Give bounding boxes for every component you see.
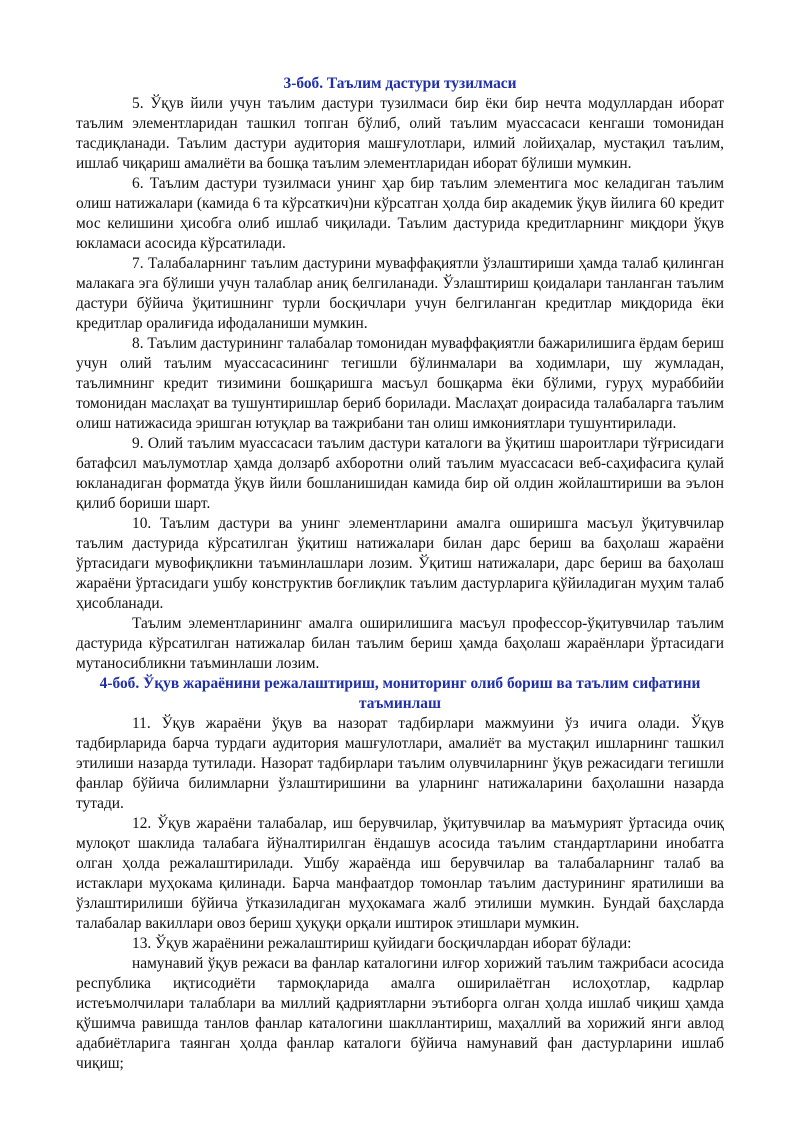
chapter-4-heading: 4-боб. Ўқув жараёнини режалаштириш, мониторинг олиб бориш ва таълим сифатини таъминлаш bbox=[99, 675, 701, 712]
paragraph-11: 11. Ўқув жараёни ўқув ва назорат тадбирлари мажмуини ўз ичига олади. Ўқув тадбирларида барча турдаги аудитория машғулотлари, амалиёт ва мустақил ишларнинг ташкил этилиши назарда тутилади. Назорат тадбирлари таълим олувчиларнинг ўқув режасидаги тегишли фанлар бўйича билимларни ўзлаштиришини ва уларнинг натижаларини баҳолашни назарда тутади. bbox=[76, 715, 724, 812]
paragraph-6: 6. Таълим дастури тузилмаси унинг ҳар бир таълим элементига мос келадиган таълим олиш натижалари (камида 6 та кўрсаткич)ни кўрсатган ҳолда бир академик ўқув йилига 60 кредит мос келишини ҳисобга олиб ишлаб чиқилади. Таълим дастурида кредитларнинг миқдори ўқув юкламаси асосида кўрсатилади. bbox=[76, 175, 724, 252]
document-page bbox=[76, 74, 724, 1074]
chapter-3-heading: 3-боб. Таълим дастури тузилмаси bbox=[283, 75, 517, 92]
paragraph-7: 7. Талабаларнинг таълим дастурини муваффақиятли ўзлаштириши ҳамда талаб қилинган малакага эга бўлиши учун талаблар аниқ белгиланади. Ўзлаштириш қоидалари танланган таълим дастури бўйича ўқитишнинг турли босқичлари учун белгиланган кредитлар миқдорида ёки кредитлар оралиғида ифодаланиши мумкин. bbox=[76, 255, 724, 332]
paragraph-12: 12. Ўқув жараёни талабалар, иш берувчилар, ўқитувчилар ва маъмурият ўртасида очиқ мулоқот шаклида талабага йўналтирилган ёндашув асосида таълим стандартларини инобатга олган ҳолда режалаштирилади. Ушбу жараёнда иш берувчилар ва талабаларнинг талаб ва истаклари муҳокама қилинади. Барча манфаатдор томонлар таълим дастурининг яратилиши ва ўзлаштирилиши бўйича ўтказиладиган муҳокамага жалб этилиши мумкин. Бундай баҳсларда талабалар вакиллари овоз бериш ҳуқуқи орқали иштирок этишлари мумкин. bbox=[76, 815, 724, 932]
paragraph-9: 9. Олий таълим муассасаси таълим дастури каталоги ва ўқитиш шароитлари тўғрисидаги батафсил маълумотлар ҳамда долзарб ахборотни олий таълим муассасаси веб-саҳифасига қулай юкланадиган форматда ўқув йили бошланишидан камида бир ой олдин жойлаштириши ва эълон қилиб бориши шарт. bbox=[76, 435, 724, 512]
paragraph-13-item: намунавий ўқув режаси ва фанлар каталогини илғор хорижий таълим тажрибаси асосида республика иқтисодиёти тармоқларида амалга оширилаётган ислоҳотлар, кадрлар истеъмолчилари талаблари ва миллий қадриятларни эътиборга олган ҳолда ишлаб чиқиш ҳамда қўшимча равишда танлов фанлар каталогини шакллантириш, маҳаллий ва хорижий янги авлод адабиётларига таянган ҳолда фанлар каталоги бўйича намунавий фан дастурларини ишлаб чиқиш; bbox=[76, 955, 724, 1072]
paragraph-8: 8. Таълим дастурининг талабалар томонидан муваффақиятли бажарилишига ёрдам бериш учун олий таълим муассасасининг тегишли бўлинмалари ва ходимлари, шу жумладан, таълимнинг кредит тизимини бошқаришга масъул бошқарма ёки бўлими, гуруҳ мураббийи томонидан маслаҳат ва тушунтиришлар бериб борилади. Маслаҳат доирасида талабаларга таълим олиш натижасида эришган ютуқлар ва тажрибани тан олиш имкониятлари тушунтирилади. bbox=[76, 335, 724, 432]
paragraph-13: 13. Ўқув жараёнини режалаштириш қуйидаги босқичлардан иборат бўлади: bbox=[132, 935, 632, 952]
paragraph-10-continued: Таълим элементларининг амалга оширилишига масъул профессор-ўқитувчилар таълим дастурида кўрсатилган натижалар билан таълим бериш ҳамда баҳолаш жараёнлари ўртасидаги мутаносибликни таъминлаши лозим. bbox=[76, 615, 724, 672]
paragraph-5: 5. Ўқув йили учун таълим дастури тузилмаси бир ёки бир нечта модуллардан иборат таълим элементларидан ташкил топган бўлиб, олий таълим муассасаси кенгаши томонидан тасдиқланади. Таълим дастури аудитория машғулотлари, илмий лойиҳалар, мустақил таълим, ишлаб чиқариш амалиёти ва бошқа таълим элементларидан иборат бўлиши мумкин. bbox=[76, 95, 724, 172]
paragraph-10: 10. Таълим дастури ва унинг элементларини амалга оширишга масъул ўқитувчилар таълим дастурида кўрсатилган ўқитиш натижалари билан дарс бериш ва баҳолаш жараёни ўртасидаги мувофиқликни таъминлашлари лозим. Ўқитиш натижалари, дарс бериш ва баҳолаш жараёни ўртасидаги ушбу конструктив боғлиқлик таълим дастурларига қўйиладиган муҳим талаб ҳисобланади. bbox=[76, 515, 724, 612]
